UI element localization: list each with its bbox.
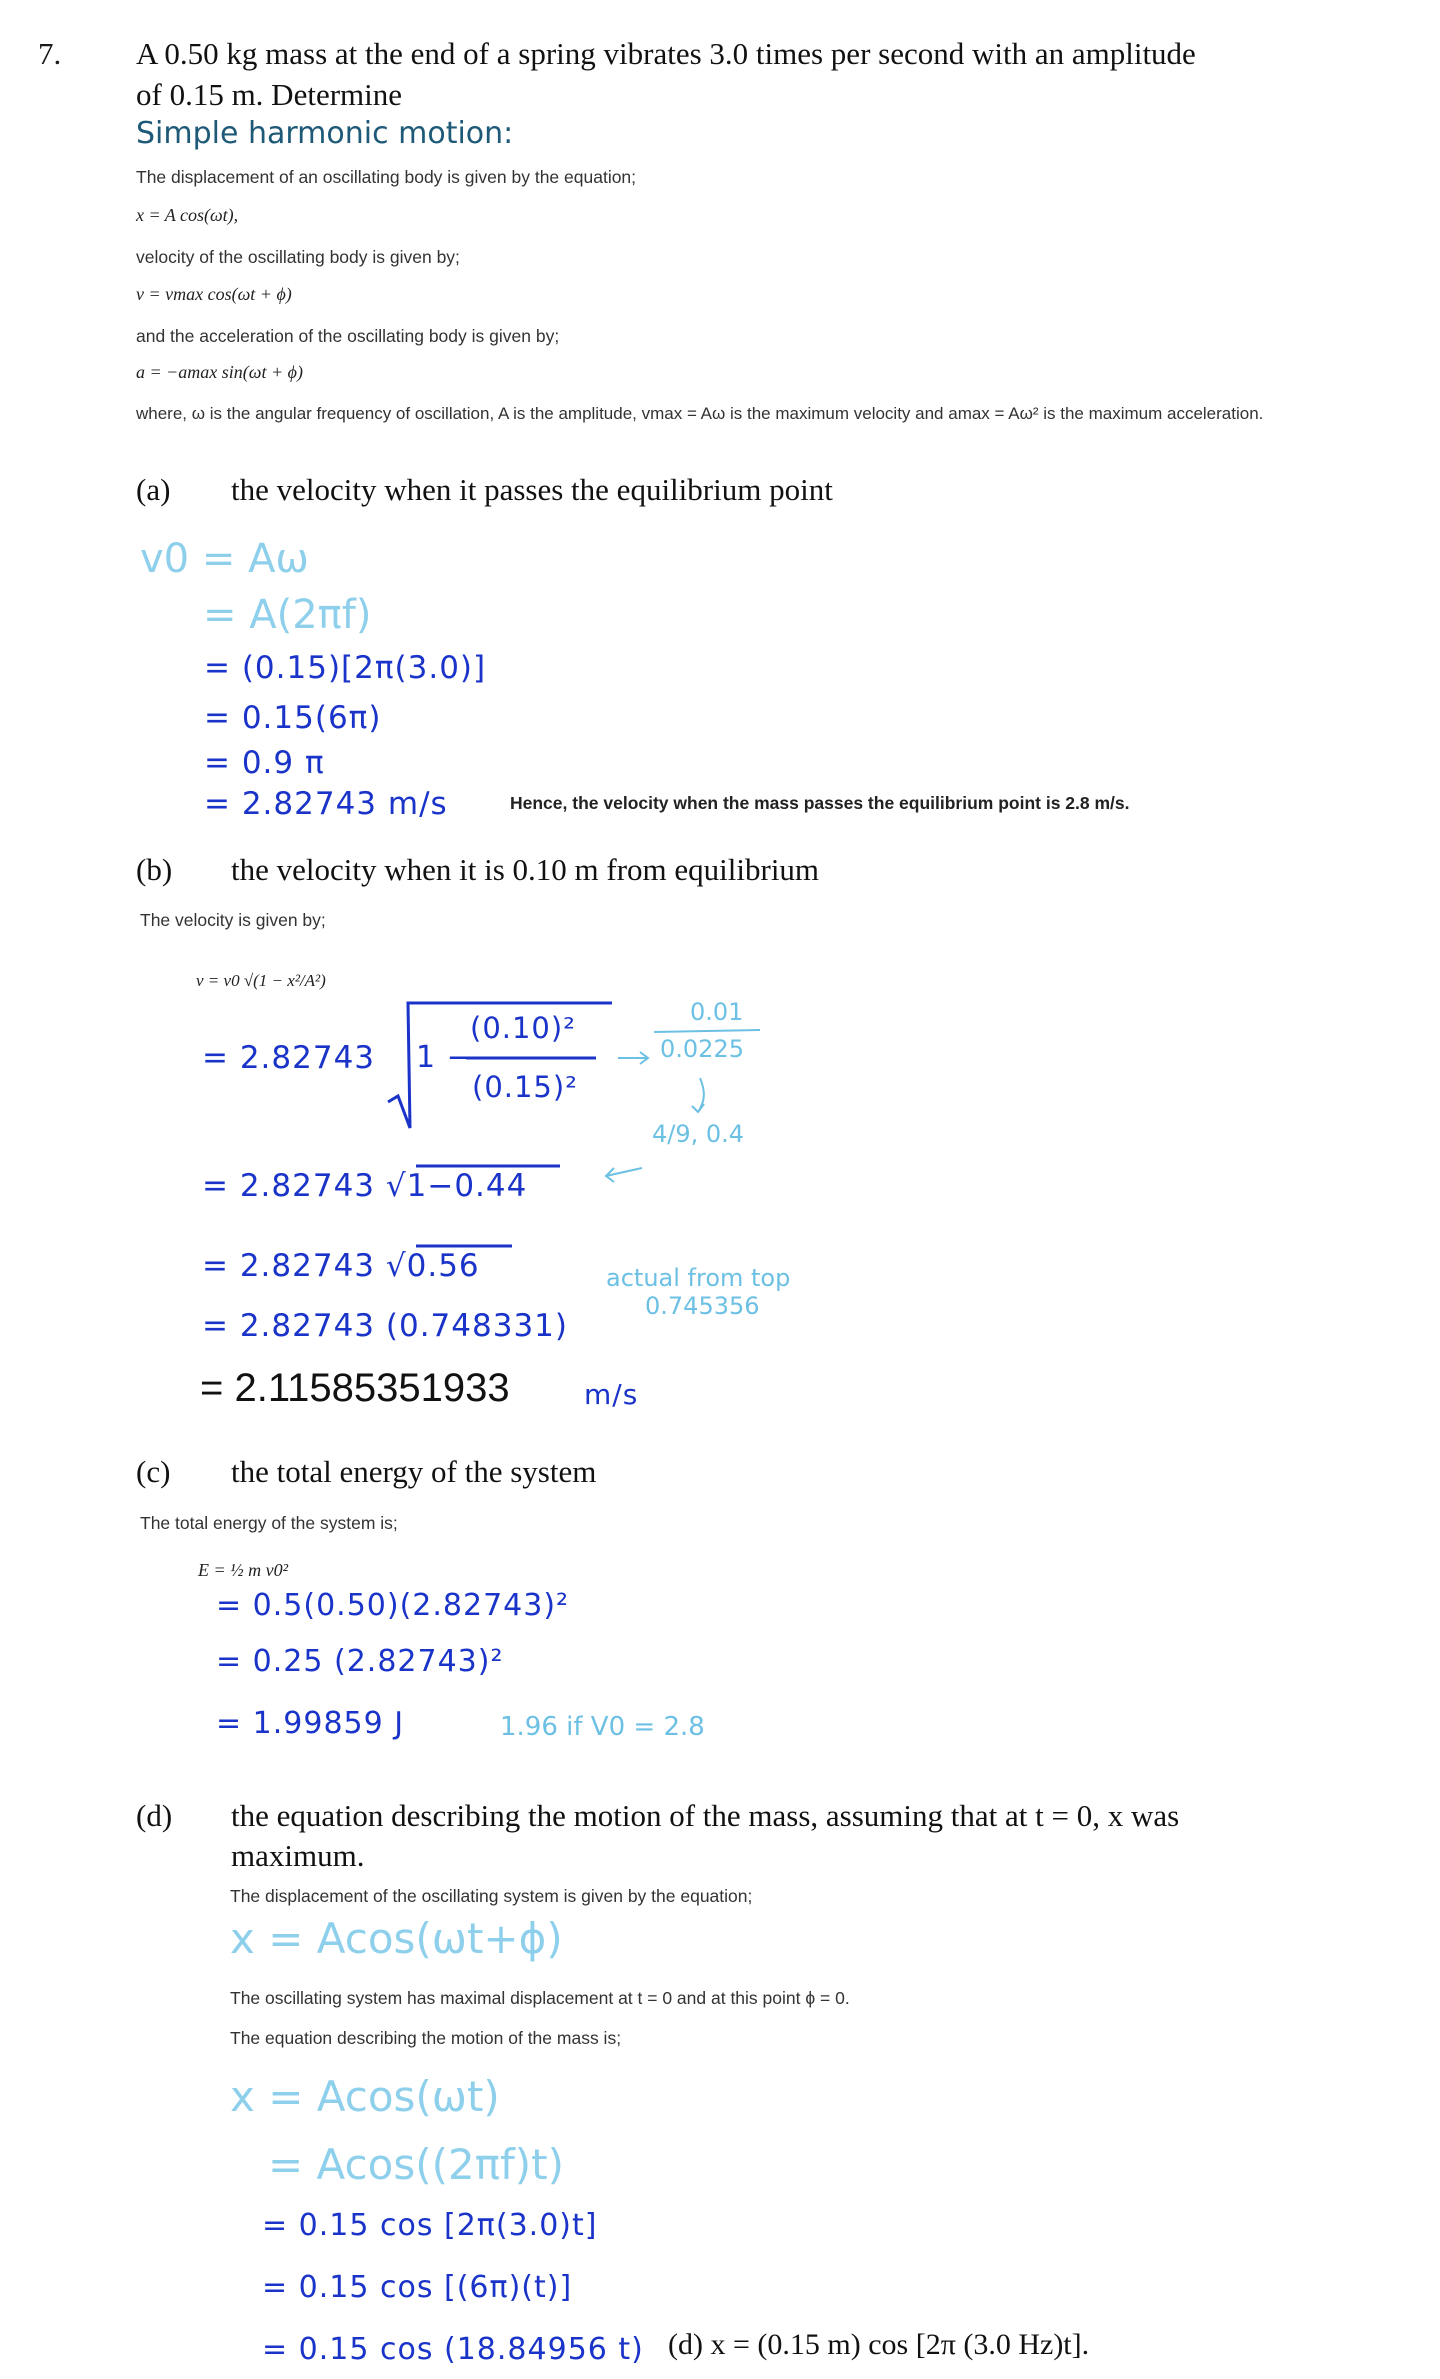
- part-d-intro: The displacement of the oscillating system is given by the equation;: [230, 1886, 753, 1906]
- question-line-1: A 0.50 kg mass at the end of a spring vibrates 3.0 times per second with an amplitude: [136, 36, 1196, 71]
- where-text: where, ω is the angular frequency of oscillation, A is the amplitude, vmax = Aω is the maximum velocity and amax = Aω² is the maximum acceleration.: [136, 404, 1264, 423]
- part-d-equation-3: = Acos((2πf)t): [268, 2140, 565, 2189]
- question-number: 7.: [38, 36, 62, 71]
- part-d-equation-text: The equation describing the motion of the mass is;: [230, 2028, 622, 2048]
- radical-sign: [388, 1003, 612, 1128]
- part-a-step-3: = (0.15)[2π(3.0)]: [204, 650, 487, 686]
- part-a-step-5: = 0.9 π: [204, 745, 325, 781]
- displacement-text: The displacement of an oscillating body is given by the equation;: [136, 167, 637, 187]
- question-line-2: of 0.15 m. Determine: [136, 77, 403, 112]
- part-c-step-2: = 0.25 (2.82743)²: [216, 1644, 504, 1679]
- part-a-question: the velocity when it passes the equilibrium point: [231, 472, 833, 507]
- velocity-equation: v = vmax cos(ωt + ϕ): [136, 284, 292, 304]
- part-d-label: (d): [136, 1798, 173, 1833]
- part-b-step1-prefix: = 2.82743: [202, 1040, 376, 1076]
- note-numerator: 0.01: [690, 998, 744, 1026]
- part-d-question-line-2: maximum.: [231, 1838, 365, 1873]
- part-b-step1-one-minus: 1 −: [416, 1040, 473, 1075]
- part-b-step1-numerator: (0.10)²: [470, 1011, 576, 1045]
- displacement-equation: x = A cos(ωt),: [136, 205, 239, 225]
- part-b-step1-denominator: (0.15)²: [472, 1070, 578, 1104]
- down-arrow-icon: [692, 1078, 704, 1112]
- part-d-max-text: The oscillating system has maximal displacement at t = 0 and at this point ϕ = 0.: [230, 1988, 850, 2008]
- part-c-question: the total energy of the system: [231, 1454, 597, 1489]
- part-d-answer: (d) x = (0.15 m) cos [2π (3.0 Hz)t].: [668, 2328, 1090, 2361]
- velocity-text: velocity of the oscillating body is given by;: [136, 247, 460, 267]
- part-d-step-3: = 0.15 cos (18.84956 t): [262, 2332, 644, 2367]
- acceleration-text: and the acceleration of the oscillating body is given by;: [136, 326, 560, 346]
- part-b-question: the velocity when it is 0.10 m from equilibrium: [231, 852, 820, 887]
- part-d-step-1: = 0.15 cos [2π(3.0)t]: [262, 2208, 598, 2243]
- part-b-label: (b): [136, 852, 173, 887]
- part-b-step-2: = 2.82743 √1−0.44: [202, 1168, 528, 1204]
- part-d-equation-2: x = Acos(ωt): [230, 2072, 500, 2121]
- part-b-intro: The velocity is given by;: [140, 910, 326, 930]
- note-actual: actual from top: [606, 1264, 791, 1292]
- part-c-label: (c): [136, 1454, 171, 1489]
- part-b-formula: v = v0 √(1 − x²/A²): [196, 971, 326, 990]
- note-actual-value: 0.745356: [645, 1292, 760, 1320]
- part-a-step-4: = 0.15(6π): [204, 700, 382, 736]
- part-c-step-1: = 0.5(0.50)(2.82743)²: [216, 1588, 570, 1623]
- part-c-step-3: = 1.99859 J: [216, 1706, 405, 1741]
- part-a-step-1: v0 = Aω: [140, 536, 309, 582]
- part-c-formula: E = ½ m v0²: [198, 1560, 289, 1580]
- part-a-label: (a): [136, 472, 171, 507]
- note-fraction: 4/9, 0.4: [652, 1120, 745, 1148]
- part-b-step-3: = 2.82743 √0.56: [202, 1248, 480, 1284]
- arrow-icon: [618, 1052, 648, 1064]
- part-c-intro: The total energy of the system is;: [140, 1513, 398, 1533]
- part-a-step-2: = A(2πf): [203, 592, 372, 638]
- shm-heading: Simple harmonic motion:: [136, 116, 514, 151]
- acceleration-equation: a = −amax sin(ωt + ϕ): [136, 362, 303, 382]
- part-a-answer: Hence, the velocity when the mass passes the equilibrium point is 2.8 m/s.: [510, 793, 1130, 813]
- part-a-step-6: = 2.82743 m/s: [204, 786, 448, 822]
- part-d-question-line-1: the equation describing the motion of the mass, assuming that at t = 0, x was: [231, 1798, 1180, 1833]
- back-arrow-icon: [606, 1168, 642, 1182]
- part-b-step-5-unit: m/s: [584, 1378, 639, 1411]
- part-d-equation-1: x = Acos(ωt+ϕ): [230, 1914, 563, 1963]
- note-fraction-bar: [654, 1030, 760, 1032]
- part-d-step-2: = 0.15 cos [(6π)(t)]: [262, 2270, 573, 2305]
- part-c-note: 1.96 if V0 = 2.8: [500, 1712, 705, 1742]
- part-b-step-4: = 2.82743 (0.748331): [202, 1308, 568, 1344]
- part-b-step-5: = 2.11585351933: [200, 1366, 510, 1410]
- note-denominator: 0.0225: [660, 1035, 744, 1063]
